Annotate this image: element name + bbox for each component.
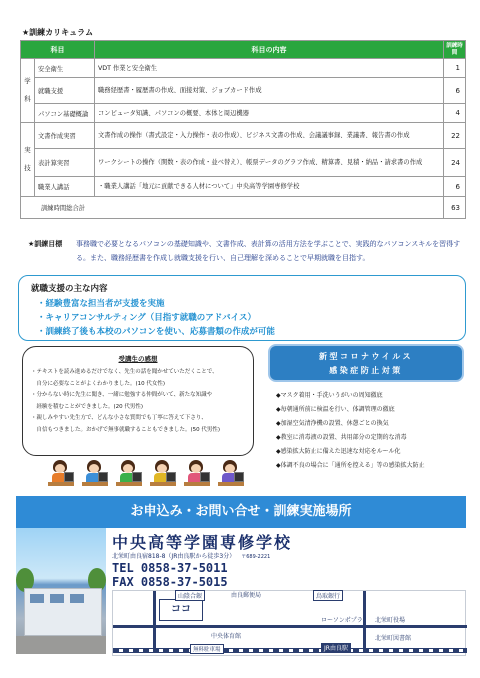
- subject-name: 文書作成実習: [35, 123, 95, 149]
- address-text: 北栄町由良宿818-8（JR由良駅から徒歩3分）: [112, 553, 236, 560]
- student-figure: [218, 458, 244, 492]
- total-row: [21, 197, 466, 219]
- map-label-bank2: 鳥取銀行: [313, 590, 343, 601]
- list-item: ◆感染拡大防止に備えた迅速な対応をルール化: [276, 448, 401, 455]
- goal-label: ★訓練目標: [28, 240, 63, 248]
- subject-hours: 1: [444, 59, 466, 78]
- header-content: 科目の内容: [95, 41, 444, 59]
- student-figure: [184, 458, 210, 492]
- map-label-town-office: 北栄町役場: [375, 617, 406, 624]
- subject-content: VDT 作業と安全衛生: [95, 59, 444, 78]
- subject-hours: 6: [444, 177, 466, 197]
- covid-title-line1: 新型コロナウイルス: [318, 352, 414, 361]
- category-academic-label: 学 科: [24, 77, 31, 103]
- student-figure: [48, 458, 74, 492]
- map-label-library: 北栄町図書館: [375, 635, 412, 642]
- goal-text: 事務職で必要となるパソコンの基礎知識や、文書作成、表計算の活用方法を学ぶことで、実践的なパソコンスキルを習得する。また、職務経歴書を作成し就職支援を行い、自己理解を深めることで早期就職を目指す。: [76, 240, 461, 262]
- covid-banner: [268, 344, 464, 382]
- map-label-lawson: ローソンポプラ: [321, 617, 363, 624]
- table-row: [21, 59, 466, 78]
- contact-banner: お申込み・お問い合せ・訓練実施場所: [16, 496, 466, 528]
- subject-content: 職務経歴書・履歴書の作成、面接対策、ジョブカード作成: [95, 78, 444, 104]
- support-title: 就職支援の主な内容: [31, 284, 108, 294]
- feedback-title: 受講生の感想: [118, 355, 158, 363]
- covid-title-line2: 感染症防止対策: [329, 366, 403, 375]
- subject-name: 就職支援: [35, 78, 95, 104]
- school-building-photo: [16, 528, 106, 654]
- fax-number: FAX 0858-37-5015: [112, 575, 228, 589]
- list-item: ◆加湿空気清浄機の設置、休憩ごとの換気: [276, 420, 389, 427]
- contact-numbers: [112, 561, 228, 589]
- category-practical: [21, 123, 35, 197]
- feedback-line: ・テキストを読み進めるだけでなく、先生の話を聞かせていただくことで、: [31, 369, 218, 375]
- feedback-line: 自分に必要なことがよくわかりました。(10 代女性): [31, 380, 166, 387]
- table-row: [21, 78, 466, 104]
- student-feedback-bubble: [22, 346, 254, 456]
- feedback-line: 自信もつきました。おかげで無事就職することもできました。(50 代男性): [31, 426, 221, 433]
- access-map: [112, 590, 466, 656]
- subject-hours: 22: [444, 123, 466, 149]
- subject-name: パソコン基礎概論: [35, 104, 95, 123]
- list-item: ◆教室に消毒液の設置、共用部分の定期的な消毒: [276, 434, 407, 441]
- subject-content: 文書作成の操作（書式設定・入力操作・表の作成）、ビジネス文書の作成、会議議事録、業議書、報告書の作成: [95, 123, 444, 149]
- table-row: [21, 123, 466, 149]
- curriculum-title: ★訓練カリキュラム: [22, 28, 94, 37]
- map-label-post: 由良郵便局: [231, 592, 262, 599]
- covid-measures-list: [276, 389, 470, 473]
- feedback-line: ・親しみやすい先生方で、どんな小さな質問でも丁寧に答えて下さり、: [31, 415, 207, 421]
- table-row: [21, 104, 466, 123]
- table-row: [21, 149, 466, 177]
- subject-hours: 4: [444, 104, 466, 123]
- zip-code: 〒689-2221: [241, 554, 271, 560]
- current-location-marker: ココ: [159, 599, 203, 621]
- subject-content: コンピュータ知識、パソコンの概要、本体と周辺機器: [95, 104, 444, 123]
- student-figure: [116, 458, 142, 492]
- subject-name: 安全衛生: [35, 59, 95, 78]
- category-practical-label: 実 技: [24, 146, 31, 172]
- map-label-bank1: 山陰合銀: [175, 590, 205, 601]
- subject-hours: 6: [444, 78, 466, 104]
- support-item: ・訓練終了後も本校のパソコンを使い、応募書類の作成が可能: [37, 327, 275, 337]
- feedback-line: 経験を積むことができました。(20 代男性): [31, 403, 144, 410]
- student-figure: [82, 458, 108, 492]
- subject-content: ワークシートの操作（関数・表の作成・並べ替え）、帳票データのグラフ作成、精算書、見積・納品・請求書の作成: [95, 149, 444, 177]
- school-name: 中央高等学園専修学校: [112, 533, 293, 552]
- category-academic: [21, 59, 35, 123]
- header-hours: 訓練時間: [444, 41, 466, 59]
- support-item: ・キャリアコンサルティング（目指す就職のアドバイス）: [37, 313, 257, 323]
- subject-content: ・職業人講話「地元に貢献できる人材について」中央高等学園専修学校: [95, 177, 444, 197]
- curriculum-table: [20, 40, 466, 219]
- railway-line: [113, 648, 467, 653]
- map-label-parking: 無料駐車場: [190, 644, 224, 654]
- list-item: ◆体調不良の場合に「通所を控える」等の感染拡大防止: [276, 462, 425, 469]
- subject-hours: 24: [444, 149, 466, 177]
- feedback-line: ・分からない時に先生に聞き、一緒に勉強する仲間がいて、新たな知識や: [31, 392, 213, 398]
- header-category: 科目: [21, 41, 95, 59]
- subject-name: 職業人講話: [35, 177, 95, 197]
- student-figure: [150, 458, 176, 492]
- total-label: 訓練時間総合計: [21, 197, 444, 219]
- students-illustration: [48, 458, 248, 492]
- map-label-gym: 中央体育館: [211, 633, 242, 640]
- map-label-station: JR由良駅: [321, 643, 351, 652]
- tel-number[interactable]: TEL 0858-37-5011: [112, 561, 228, 575]
- table-row: [21, 177, 466, 197]
- subject-name: 表計算実習: [35, 149, 95, 177]
- list-item: ◆毎朝通所前に検温を行い、体調管理の徹底: [276, 406, 395, 413]
- support-box: [18, 275, 466, 341]
- curriculum-header-row: [21, 41, 466, 59]
- school-address: [112, 551, 270, 560]
- total-hours: 63: [444, 197, 466, 219]
- support-item: ・経験豊富な担当者が支援を実施: [37, 299, 165, 309]
- list-item: ◆マスク着用・手洗いうがいの周知徹底: [276, 392, 383, 399]
